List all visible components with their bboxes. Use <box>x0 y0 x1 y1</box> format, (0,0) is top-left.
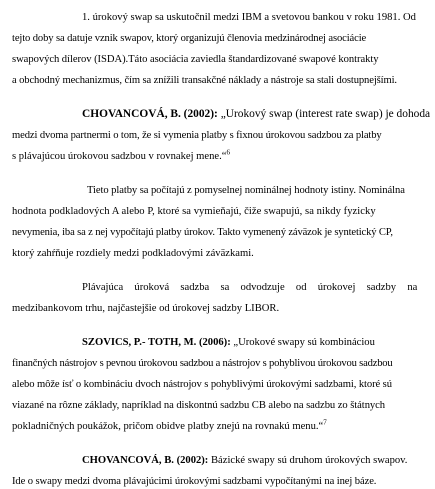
paragraph-6-line-2: Ide o swapy medzi dvoma plávajúcimi úrokovými sadzbami vypočítanými na inej báze. <box>12 476 377 487</box>
citation-author-1: CHOVANCOVÁ, B. (2002): <box>82 108 218 120</box>
citation-author-2: SZOVICS, P.- TOTH, M. (2006): <box>82 337 231 348</box>
footnote-marker-7: 7 <box>323 418 327 427</box>
paragraph-6-text-start: Bázické swapy sú druhom úrokových swapov. <box>208 455 408 466</box>
paragraph-3-line-1: Tieto platby sa počítajú z pomyselnej nominálnej hodnoty istiny. Nominálna <box>87 185 405 196</box>
paragraph-1-line-1: 1. úrokový swap sa uskutočnil medzi IBM a svetovou bankou v roku 1981. Od <box>82 12 416 23</box>
paragraph-5-line-1 <box>82 336 375 349</box>
paragraph-5-quote-start: „Urokové swapy sú kombináciou <box>230 337 375 348</box>
paragraph-1-line-2: tejto doby sa datuje vznik swapov, ktorý organizujú členovia medzinárodnej asociácie <box>12 33 367 44</box>
paragraph-5-line-2: finančných nástrojov s pevnou úrokovou sadzbou a nástrojov s pohyblivou úrokovou sadzbou <box>12 358 393 369</box>
paragraph-2-line-2: medzi dvoma partnermi o tom, že si vymenia platby s fixnou úrokovou sadzbou za platby <box>12 130 382 141</box>
paragraph-4-line-1: Plávajúca úroková sadzba sa odvodzuje od úrokovej sadzby na <box>82 282 418 293</box>
paragraph-2-line-1 <box>82 108 430 121</box>
footnote-marker-6: 6 <box>226 148 230 157</box>
paragraph-3-line-2: hodnota podkladových A alebo P, ktoré sa vymieňajú, čiže swapujú, sa nikdy fyzicky <box>12 206 376 217</box>
paragraph-1-line-3: swapových dílerov (ISDA).Táto asociácia zaviedla štandardizované swapové kontrakty <box>12 54 379 65</box>
paragraph-6-line-1 <box>82 454 407 467</box>
paragraph-2-line-3-text: s plávajúcou úrokovou sadzbou v rovnakej mene.“ <box>12 151 227 162</box>
paragraph-5-line-5-text: pokladničných poukážok, pričom obidve platby znejú na rovnakú menu.“ <box>12 421 324 432</box>
paragraph-3-line-3: nevymenia, iba sa z nej vypočítajú platby úrokov. Takto vymenený záväzok je syntetický CP, <box>12 227 393 238</box>
paragraph-5-line-3: alebo môže ísť o kombináciu dvoch nástrojov s pohyblivými úrokovými sadzbami, ktoré sú <box>12 379 392 390</box>
paragraph-2-line-3 <box>12 150 230 163</box>
paragraph-2-quote-start: „Urokový swap (interest rate swap) je dohoda <box>217 108 431 120</box>
paragraph-1-line-4: a obchodný mechanizmus, čím sa znížili transakčné náklady a nástroje sa stali dostupnejšími. <box>12 75 397 86</box>
citation-author-3: CHOVANCOVÁ, B. (2002): <box>82 455 209 466</box>
paragraph-3-line-4: ktorý zahŕňuje rozdiely medzi podkladovými záväzkami. <box>12 248 254 259</box>
paragraph-4-line-2: medzibankovom trhu, najčastejšie od úrokovej sadzby LIBOR. <box>12 303 280 314</box>
paragraph-5-line-5 <box>12 420 327 433</box>
paragraph-5-line-4: viazané na rôzne základy, napríklad na diskontnú sadzbu CB alebo na sadzbu zo štátnych <box>12 400 386 411</box>
